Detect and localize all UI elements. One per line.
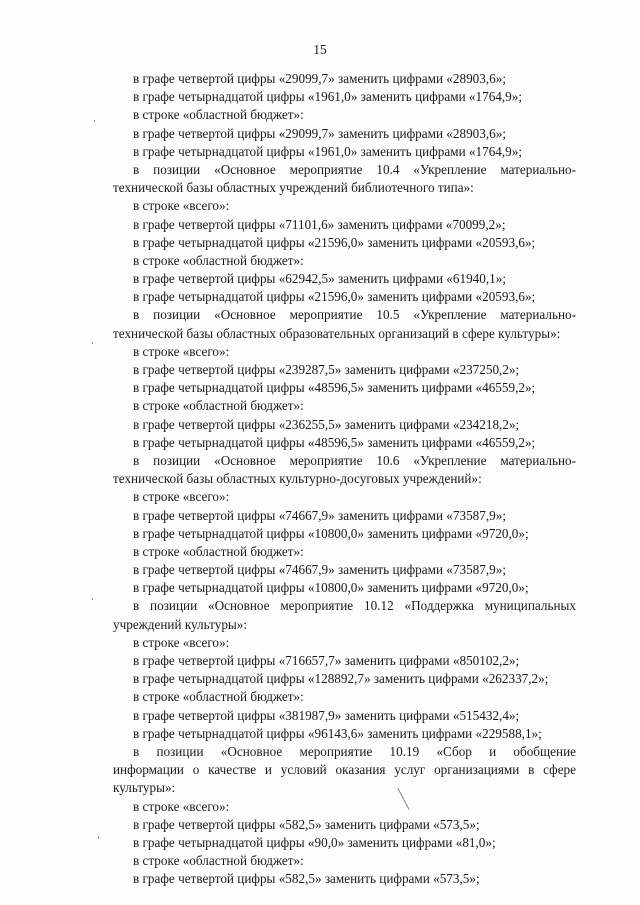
text-line: в позиции «Основное мероприятие 10.5 «Укрепление материально- xyxy=(133,307,576,323)
text-line: в строке «всего»: xyxy=(133,634,230,650)
text-line: в позиции «Основное мероприятие 10.4 «Укрепление материально- xyxy=(133,161,576,177)
text-line: в графе четырнадцатой цифры «10800,0» заменить цифрами «9720,0»; xyxy=(133,525,529,541)
text-line: в строке «всего»: xyxy=(133,798,230,814)
text-line: в графе четвертой цифры «74667,9» заменить цифрами «73587,9»; xyxy=(133,507,507,523)
text-line: в строке «областной бюджет»: xyxy=(133,107,304,123)
text-line: в строке «областной бюджет»: xyxy=(133,252,304,268)
text-line: технической базы областных образовательных организаций в сфере культуры»: xyxy=(113,325,561,341)
document-body xyxy=(113,70,576,888)
text-line: в графе четвертой цифры «71101,6» заменить цифрами «70099,2»; xyxy=(133,216,506,232)
scan-mark xyxy=(94,120,95,122)
text-line: в графе четвертой цифры «236255,5» заменить цифрами «234218,2»; xyxy=(133,416,520,432)
text-line: в строке «областной бюджет»: xyxy=(133,689,304,705)
text-line: в строке «областной бюджет»: xyxy=(133,543,304,559)
text-line: в графе четвертой цифры «29099,7» заменить цифрами «28903,6»; xyxy=(133,125,507,141)
text-line: в строке «областной бюджет»: xyxy=(133,398,304,414)
text-line: технической базы областных культурно-досуговых учреждений»: xyxy=(113,471,482,487)
text-line: в графе четвертой цифры «29099,7» заменить цифрами «28903,6»; xyxy=(133,71,507,86)
text-line: в графе четырнадцатой цифры «48596,5» заменить цифрами «46559,2»; xyxy=(133,380,536,396)
text-line: в позиции «Основное мероприятие 10.19 «Сбор и обобщение xyxy=(133,743,576,759)
page-number: 15 xyxy=(313,42,327,57)
scan-mark xyxy=(92,342,93,344)
text-line: в графе четырнадцатой цифры «1961,0» заменить цифрами «1764,9»; xyxy=(133,143,523,159)
text-line: в строке «областной бюджет»: xyxy=(133,853,304,869)
text-line: в графе четвертой цифры «716657,7» заменить цифрами «850102,2»; xyxy=(133,653,520,668)
text-line: в строке «всего»: xyxy=(133,343,230,359)
text-line: в графе четырнадцатой цифры «10800,0» заменить цифрами «9720,0»; xyxy=(133,580,529,596)
text-line: учреждений культуры»: xyxy=(113,616,248,632)
text-line: в строке «всего»: xyxy=(133,198,230,214)
text-line: в строке «всего»: xyxy=(133,489,230,505)
scan-mark xyxy=(98,836,99,839)
text-line: в графе четырнадцатой цифры «48596,5» заменить цифрами «46559,2»; xyxy=(133,434,536,450)
text-line: в графе четырнадцатой цифры «90,0» заменить цифрами «81,0»; xyxy=(133,834,496,850)
text-line: в графе четвертой цифры «582,5» заменить цифрами «573,5»; xyxy=(133,816,480,832)
text-line: в графе четвертой цифры «381987,9» заменить цифрами «515432,4»; xyxy=(133,707,520,723)
text-line: в графе четырнадцатой цифры «21596,0» заменить цифрами «20593,6»; xyxy=(133,234,536,250)
text-line: в графе четырнадцатой цифры «96143,6» заменить цифрами «229588,1»; xyxy=(133,725,542,741)
text-line: в графе четвертой цифры «582,5» заменить цифрами «573,5»; xyxy=(133,871,480,887)
text-line: информации о качестве и условий оказания услуг организациями в сфере xyxy=(113,762,576,778)
text-line: в позиции «Основное мероприятие 10.12 «Поддержка муниципальных xyxy=(133,598,576,614)
text-line: в графе четвертой цифры «62942,5» заменить цифрами «61940,1»; xyxy=(133,271,507,287)
scan-mark xyxy=(92,598,93,600)
text-line: технической базы областных учреждений библиотечного типа»: xyxy=(113,180,474,196)
text-line: в позиции «Основное мероприятие 10.6 «Укрепление материально- xyxy=(133,452,576,468)
text-line: в графе четырнадцатой цифры «1961,0» заменить цифрами «1764,9»; xyxy=(133,89,523,105)
text-line: в графе четвертой цифры «74667,9» заменить цифрами «73587,9»; xyxy=(133,562,507,578)
text-line: в графе четвертой цифры «239287,5» заменить цифрами «237250,2»; xyxy=(133,362,520,377)
text-line: в графе четырнадцатой цифры «21596,0» заменить цифрами «20593,6»; xyxy=(133,289,536,305)
text-line: культуры»: xyxy=(113,780,176,796)
text-line: в графе четырнадцатой цифры «128892,7» заменить цифрами «262337,2»; xyxy=(133,671,549,687)
